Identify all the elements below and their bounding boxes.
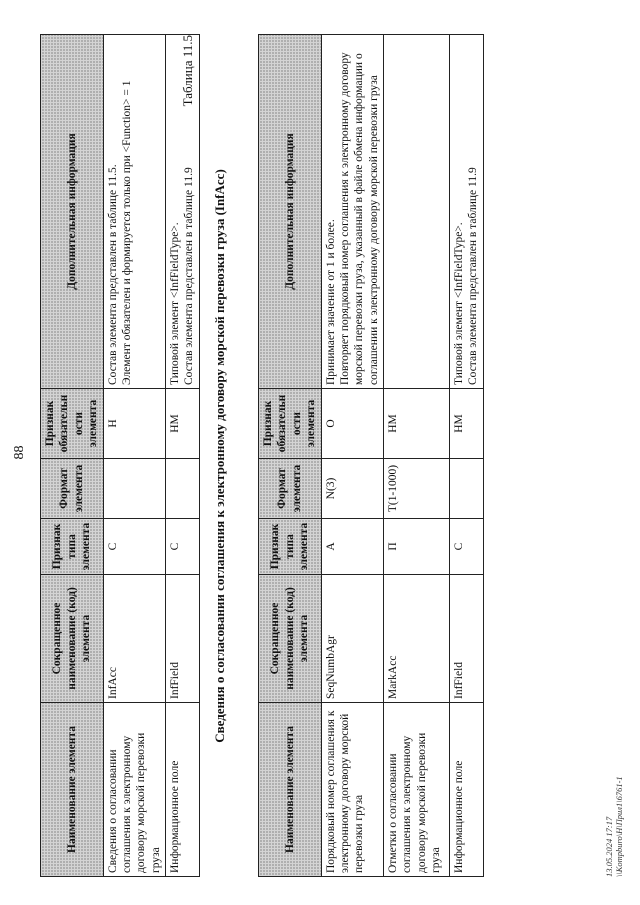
- cell-required: НМ: [450, 389, 484, 459]
- header-name: Наименование элемента: [259, 703, 322, 877]
- cell-code: InfField: [450, 575, 484, 703]
- table-row: [384, 35, 450, 877]
- page-number: 88: [12, 445, 27, 460]
- header-name: Наименование элемента: [41, 703, 104, 877]
- header-format: Формат элемента: [259, 459, 322, 519]
- header-code: Сокращенное наименование (код) элемента: [259, 575, 322, 703]
- cell-format: N(3): [321, 459, 384, 519]
- header-code: Сокращенное наименование (код) элемента: [41, 575, 104, 703]
- info-line: Типовой элемент <InfFieldType>.: [453, 222, 465, 385]
- cell-name: Информационное поле: [166, 703, 200, 877]
- cell-info: [103, 35, 166, 389]
- cell-info: [384, 35, 450, 389]
- cell-code: MarkAcc: [384, 575, 450, 703]
- cell-type: С: [450, 519, 484, 575]
- cell-required: НМ: [166, 389, 200, 459]
- footer-stamp: [604, 776, 624, 877]
- header-info: Дополнительная информация: [41, 35, 104, 389]
- cell-format: [166, 459, 200, 519]
- table-label: Таблица 11.5: [180, 35, 195, 107]
- cell-info: [450, 35, 484, 389]
- info-line: Повторяет порядковый номер соглашения к электронному договору морской перевозки груза, указанный в файле обмена информации о соглашении к электронному договору морской перевозки груза: [338, 52, 380, 385]
- header-required: Признак обязательности элемента: [259, 389, 322, 459]
- cell-code: InfField: [166, 575, 200, 703]
- table-caption: Сведения о согласовании соглашения к электронному договору морской перевозки груза (InfAcc): [212, 169, 227, 743]
- table-header-row: [41, 35, 104, 877]
- cell-format: [450, 459, 484, 519]
- cell-required: Н: [103, 389, 166, 459]
- info-line: Состав элемента представлен в таблице 11.9: [183, 167, 196, 385]
- element-table-b: [258, 34, 484, 877]
- cell-name: Сведения о согласовании соглашения к электронному договору морской перевозки груза: [103, 703, 166, 877]
- footer-date: 13.05.2024 17:17: [604, 816, 614, 877]
- table-row: [450, 35, 484, 877]
- info-line: Состав элемента представлен в таблице 11.9: [467, 167, 480, 385]
- info-line: Элемент обязателен и формируется только при <Function> = 1: [120, 80, 133, 385]
- footer-path: \\Kompburo\Н\Прил1\6761-1: [614, 776, 625, 877]
- header-type: Признак типа элемента: [259, 519, 322, 575]
- cell-required: НМ: [384, 389, 450, 459]
- cell-required: О: [321, 389, 384, 459]
- cell-type: С: [166, 519, 200, 575]
- header-required: Признак обязательности элемента: [41, 389, 104, 459]
- cell-code: InfAcc: [103, 575, 166, 703]
- info-line: Типовой элемент <InfFieldType>.: [169, 222, 181, 385]
- table-header-row: [259, 35, 322, 877]
- cell-code: SeqNumbAgr: [321, 575, 384, 703]
- cell-type: А: [321, 519, 384, 575]
- header-type: Признак типа элемента: [41, 519, 104, 575]
- cell-name: Информационное поле: [450, 703, 484, 877]
- cell-info: [321, 35, 384, 389]
- info-line: Принимает значение от 1 и более.: [324, 219, 337, 385]
- cell-name: Отметки о согласовании соглашения к электронному договору морской перевозки груза: [384, 703, 450, 877]
- cell-name: Порядковый номер соглашения к электронному договору морской перевозки груза: [321, 703, 384, 877]
- cell-type: С: [103, 519, 166, 575]
- cell-format: T(1-1000): [384, 459, 450, 519]
- cell-type: П: [384, 519, 450, 575]
- header-info: Дополнительная информация: [259, 35, 322, 389]
- element-table-a: [40, 34, 200, 877]
- info-line: Состав элемента представлен в таблице 11.5.: [106, 164, 119, 385]
- cell-format: [103, 459, 166, 519]
- table-row: [321, 35, 384, 877]
- header-format: Формат элемента: [41, 459, 104, 519]
- table-row: [103, 35, 166, 877]
